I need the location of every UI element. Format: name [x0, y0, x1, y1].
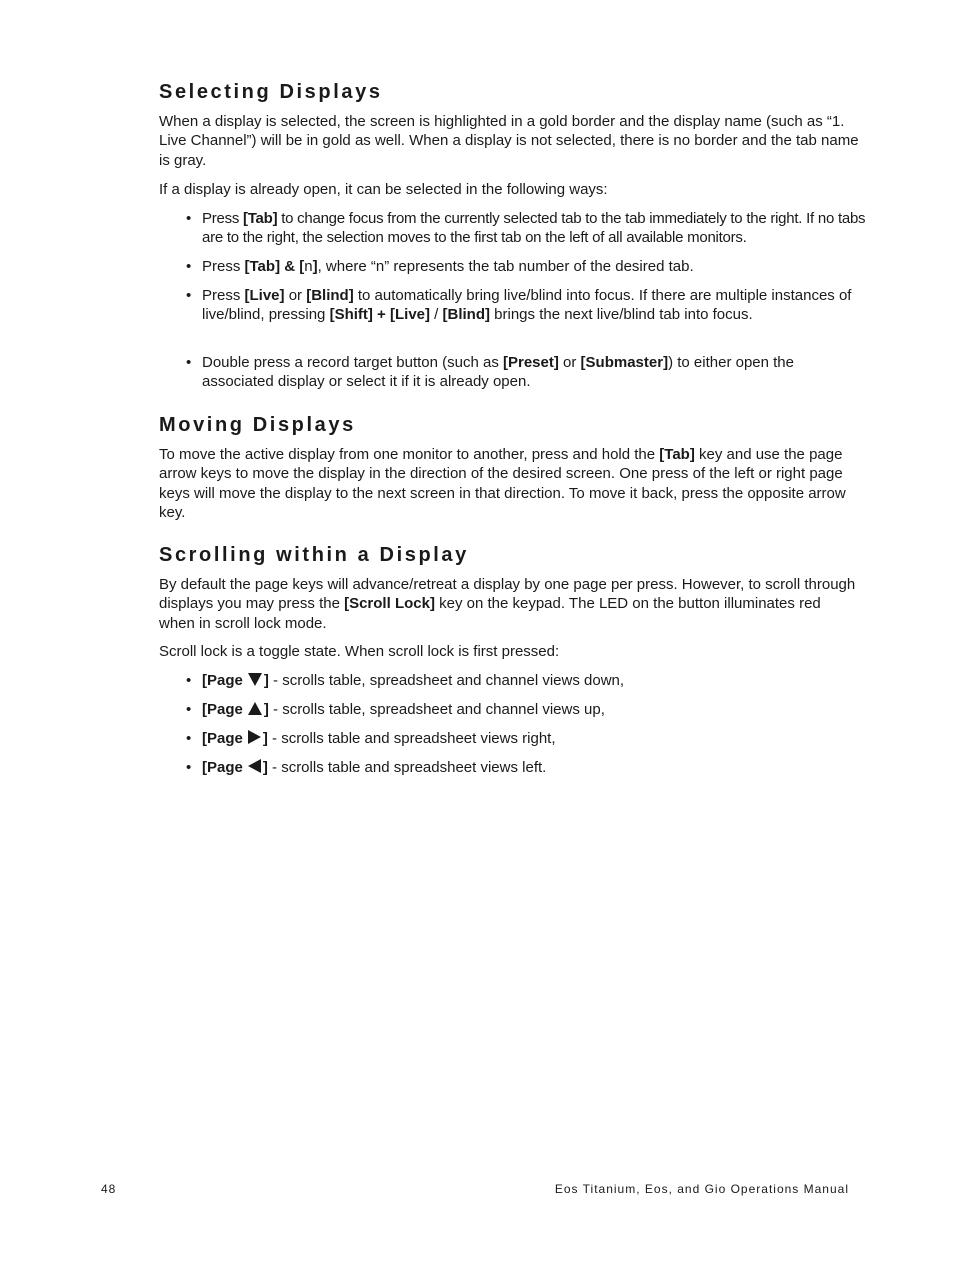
list-item-text: Press [Live] or [Blind] to automatically bring live/blind into focus. If there are multiple instances of live/blind, pressing [Shift] + [Live] / [Blind] brings the next live/blind tab into focus. — [202, 287, 852, 324]
left-triangle-icon — [248, 759, 261, 773]
key-label: [Page ] — [202, 759, 268, 776]
key-label: [Scroll Lock] — [344, 595, 435, 613]
list-item-text: Press [Tab] & [n], where “n” represents the tab number of the desired tab. — [202, 258, 694, 275]
list-item-text: [Page ] - scrolls table and spreadsheet views left. — [202, 759, 547, 776]
down-triangle-icon — [248, 673, 262, 686]
right-triangle-icon — [248, 730, 261, 744]
key-label: [Page ] — [202, 730, 268, 747]
page-number: 48 — [101, 1182, 117, 1196]
list-item-text: [Page ] - scrolls table, spreadsheet and channel views up, — [202, 701, 605, 718]
paragraph-scrolling: By default the page keys will advance/retreat a display by one page per press. However, to scroll through displays you may press the [Scroll Lock] key on the keypad. The LED on the button illuminates red when in scroll lock mode. — [159, 576, 856, 632]
bullet: • — [186, 672, 192, 689]
bullet: • — [186, 730, 192, 747]
manual-title: Eos Titanium, Eos, and Gio Operations Manual — [554, 1182, 849, 1196]
list-item-text: [Page ] - scrolls table and spreadsheet views right, — [202, 730, 556, 747]
paragraph-selected-display: When a display is selected, the screen is highlighted in a gold border and the display name (such as “1. Live Channel”) will be in gold as well. When a display is not selected, there is no border and the tab name is gray. — [159, 113, 859, 169]
section-heading-moving: Moving Displays — [159, 414, 356, 436]
key-label: [Page ] — [202, 701, 269, 718]
key-label: [Tab] — [243, 210, 278, 227]
key-label: [Live] — [244, 287, 285, 304]
list-item-text: [Page ] - scrolls table, spreadsheet and channel views down, — [202, 672, 625, 689]
bullet: • — [186, 210, 192, 227]
bullet: • — [186, 258, 192, 275]
key-label: [Preset] — [503, 354, 559, 371]
paragraph-moving: To move the active display from one monitor to another, press and hold the [Tab] key and use the page arrow keys to move the display in the direction of the desired screen. One press of the left or right page keys will move the display to the next screen in that direction. To move it back, press the opposite arrow key. — [159, 446, 846, 521]
list-item-text: Double press a record target button (such as [Preset] or [Submaster]) to either open the associated display or select it if it is already open. — [202, 354, 794, 391]
bullet: • — [186, 354, 192, 371]
key-label: [Tab] — [659, 446, 695, 463]
key-label: [Page ] — [202, 672, 269, 689]
key-label: [Tab] & [ — [244, 258, 305, 275]
paragraph-scroll-lock: Scroll lock is a toggle state. When scroll lock is first pressed: — [159, 643, 560, 660]
bullet: • — [186, 701, 192, 718]
paragraph-selection-ways: If a display is already open, it can be selected in the following ways: — [159, 181, 608, 198]
section-heading-selecting: Selecting Displays — [159, 81, 383, 103]
key-label: [Submaster] — [580, 354, 669, 371]
up-triangle-icon — [248, 702, 262, 715]
bullet: • — [186, 287, 192, 304]
key-label: [Blind] — [306, 287, 354, 304]
bullet: • — [186, 759, 192, 776]
section-heading-scrolling: Scrolling within a Display — [159, 544, 469, 566]
list-item-text: Press [Tab] to change focus from the currently selected tab to the tab immediately to the right. If no tabs are to the right, the selection moves to the first tab on the left of all available monitors. — [202, 210, 866, 247]
key-label: [Blind] — [442, 306, 490, 324]
key-label: [Shift] + [Live] — [329, 306, 430, 324]
